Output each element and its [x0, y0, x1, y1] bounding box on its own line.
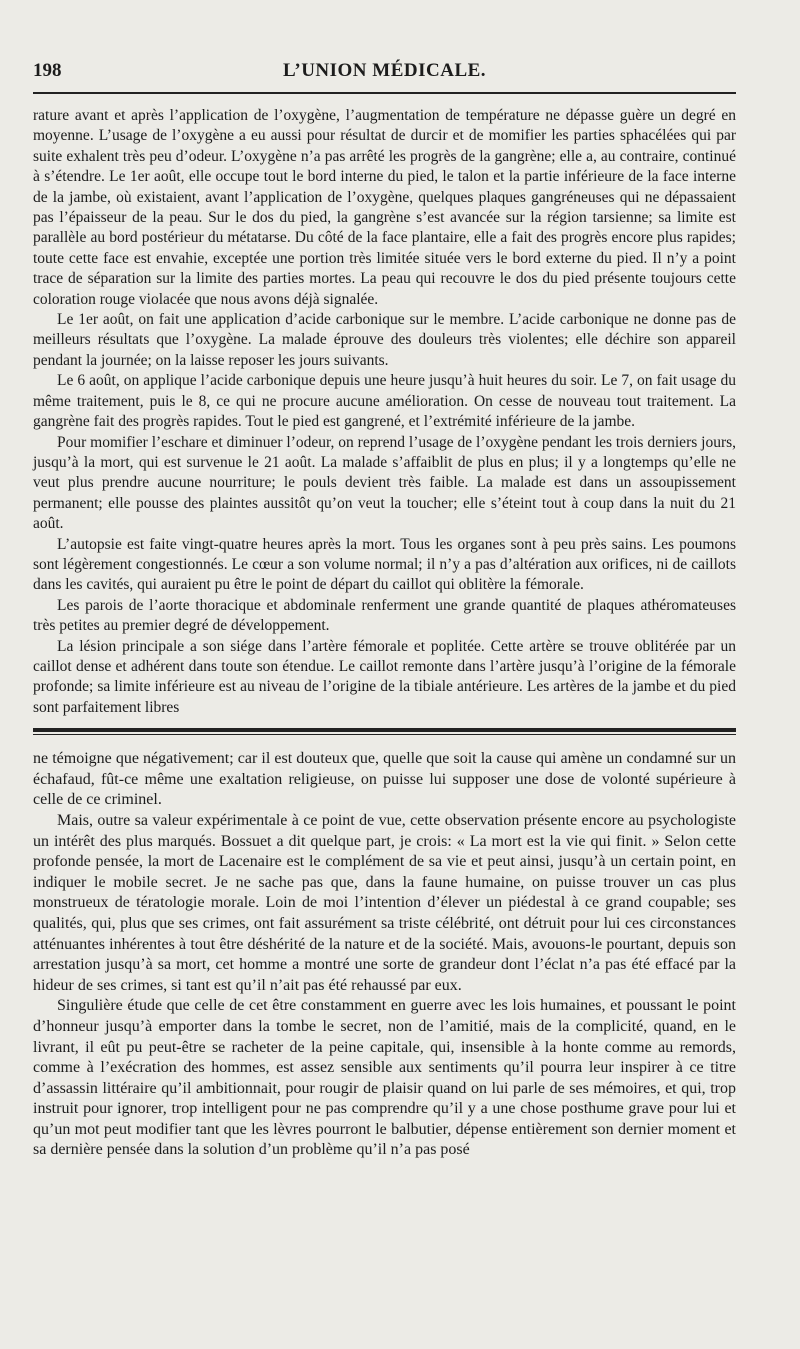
page-header: [33, 58, 736, 86]
paragraph: Singulière étude que celle de cet être constamment en guerre avec les lois humaines, et poussant le point d’honneur jusqu’à emporter dans la tombe le secret, non de l’amitié, mais de la complicité, quand, en le livrant, il eût pu peut-être se racheter de la peine capitale, qui, insensible à la honte comme au remords, comme à l’exécration des hommes, est assez sensible aux sentiments qu’il pourra leur inspirer à ce titre d’assassin littéraire qu’il ambitionnait, pour rougir de plaisir quand on lui parle de ses mémoires, et qui, trop instruit pour ignorer, trop intelligent pour ne pas comprendre qu’il y a une chose posthume grave pour lui et qu’un mot peut modifier tant que les lèvres pourront le balbutier, dépense entièrement son dernier moment et sa dernière pensée dans la solution d’un problème qu’il n’a pas posé: [33, 997, 736, 1159]
section-divider: [33, 728, 736, 735]
paragraph: Pour momifier l’eschare et diminuer l’odeur, on reprend l’usage de l’oxygène pendant les trois derniers jours, jusqu’à la mort, qui est survenue le 21 août. La malade s’affaiblit de plus en plus; il y a longtemps qu’elle ne veut plus prendre aucune nourriture; le pouls devient très faible. La malade est dans un assoupissement permanent; elle pousse des plaintes aussitôt qu’on veut la toucher; elle s’éteint tout à coup dans la nuit du 21 août.: [33, 433, 737, 533]
header-rule: [33, 92, 736, 94]
running-title: L’UNION MÉDICALE.: [282, 60, 487, 81]
paragraph: ne témoigne que négativement; car il est douteux que, quelle que soit la cause qui amène un condamné sur un échafaud, fût-ce même une exaltation religieuse, on puisse lui supposer une dose de volonté supérieure à celle de ce criminel.: [33, 750, 736, 809]
paragraph: L’autopsie est faite vingt-quatre heures après la mort. Tous les organes sont à peu près sains. Les poumons sont légèrement congestionnés. Le cœur a son volume normal; il n’y a pas d’altération aux orifices, ni de caillots dans les cavités, qui auraient pu être le point de départ du caillot qui oblitère la fémorale.: [33, 535, 736, 594]
feuilleton-section: [33, 749, 736, 1161]
paragraph: Le 6 août, on applique l’acide carbonique depuis une heure jusqu’à huit heures du soir. Le 7, on fait usage du même traitement, puis le 8, ce qui ne procure aucune amélioration. On cesse de nouveau tout traitement. La gangrène fait des progrès rapides. Tout le pied est gangrené, et l’extrémité inférieure de la jambe.: [33, 372, 736, 431]
paragraph: Le 1er août, on fait une application d’acide carbonique sur le membre. L’acide carbonique ne donne pas de meilleurs résultats que l’oxygène. La malade éprouve des douleurs très violentes; elle déchire son appareil pendant la journée; on la laisse reposer les jours suivants.: [33, 311, 736, 369]
paragraph: Mais, outre sa valeur expérimentale à ce point de vue, cette observation présente encore au psychologiste un intérêt des plus marqués. Bossuet a dit quelque part, je crois: « La mort est la vie qui finit. » Selon cette profonde pensée, la mort de Lacenaire est le complément de sa vie et peut ainsi, jusqu’à un certain point, en indiquer le mobile secret. Je ne sache pas que, dans la faune humaine, on puisse trouver un cas plus monstrueux de tératologie morale. Loin de moi l’intention d’élever un piédestal à ce grand coupable; ses qualités, qui, plus que ses crimes, ont fait assurément sa triste célébrité, ont détruit pour lui ces circonstances atténuantes inhérentes à tout être déshérité de la nature et de la société. Mais, avouons-le pourtant, depuis son arrestation jusqu’à sa mort, cet homme a montré une sorte de grandeur dont l’éclat n’a pas été effacé par la hideur de ses crimes, si tant est qu’il n’ait pas été rehaussé par eux.: [33, 811, 736, 994]
page-number: 198: [33, 60, 62, 81]
paragraph: La lésion principale a son siége dans l’artère fémorale et poplitée. Cette artère se trouve oblitérée par un caillot dense et adhérent dans toute son étendue. Le caillot remonte dans l’artère jusqu’à l’origine de la fémorale profonde; sa limite inférieure est au niveau de l’origine de la tibiale antérieure. Les artères de la jambe et du pied sont parfaitement libres: [33, 637, 736, 716]
paragraph: rature avant et après l’application de l’oxygène, l’augmentation de température ne dépasse guère un degré en moyenne. L’usage de l’oxygène a eu aussi pour résultat de durcir et de momifier les parties sphacélées qui par suite exhalent très peu d’odeur. L’oxygène n’a pas arrêté les progrès de la gangrène; elle a, au contraire, continué à s’étendre. Le 1er août, elle occupe tout le bord interne du pied, le talon et la partie inférieure de la face interne de la jambe, où existaient, avant l’application de l’oxygène, quelques plaques gangréneuses qui ne dépassaient pas l’épaisseur de la peau. Sur le dos du pied, la gangrène s’est avancée sur la région tarsienne; sa limite est parallèle au bord postérieur du métatarse. Du côté de la face plantaire, elle a fait des progrès encore plus rapides; toute cette face est envahie, exceptée une portion très limitée située vers le bord externe du pied. Il n’y a point trace de séparation sur la limite des parties mortes. La peau qui recouvre le dos du pied présente toujours cette coloration rouge violacée que nous avons déjà signalée.: [33, 107, 736, 308]
paragraph: Les parois de l’aorte thoracique et abdominale renferment une grande quantité de plaques athéromateuses très petites au premier degré de développement.: [33, 596, 736, 635]
top-section: [33, 106, 736, 718]
